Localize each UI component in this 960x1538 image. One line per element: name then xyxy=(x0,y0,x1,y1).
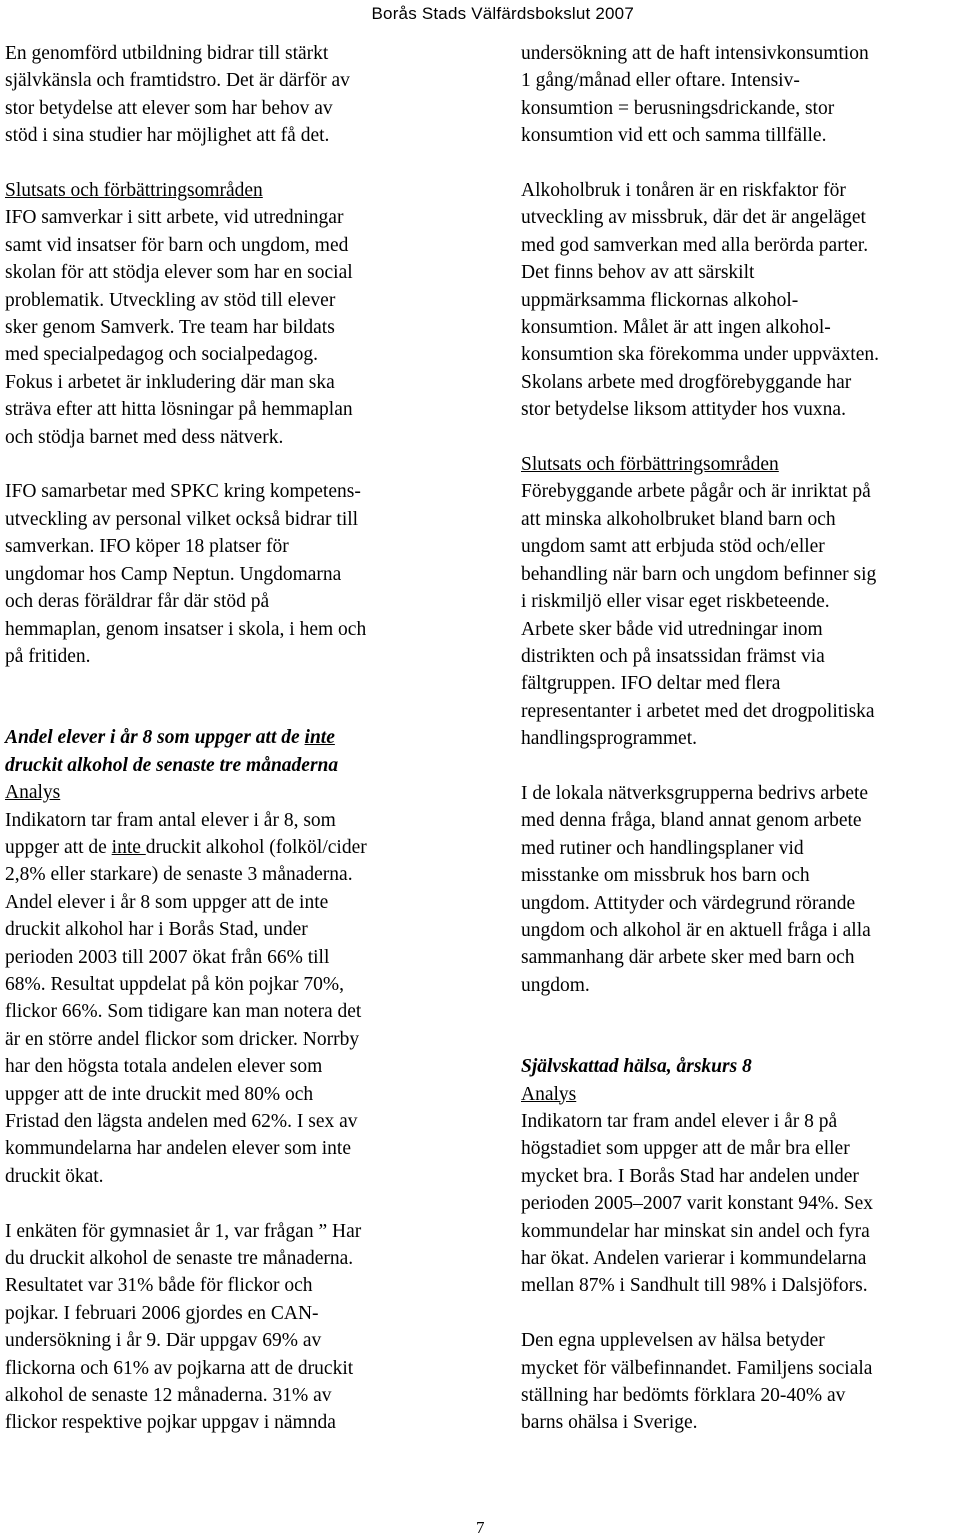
text-line: IFO samarbetar med SPKC kring kompetens- xyxy=(5,481,361,503)
text-line-mixed xyxy=(5,834,475,861)
network-groups-paragraph xyxy=(521,780,960,999)
text-line: druckit alkohol har i Borås Stad, under xyxy=(5,919,308,941)
text-line: misstanke om missbruk hos barn och xyxy=(521,865,810,887)
text-line: I enkäten för gymnasiet år 1, var frågan ” Har xyxy=(5,1220,362,1242)
text-line: representanter i arbetet med det drogpolitiska xyxy=(521,700,875,722)
text-line: Indikatorn tar fram antal elever i år 8, som xyxy=(5,809,336,831)
health-experience-paragraph xyxy=(521,1327,960,1437)
text-line: Andel elever i år 8 som uppger att de inte xyxy=(5,891,329,913)
analys-heading: Analys xyxy=(5,782,61,804)
text-line: undersökning att de haft intensivkonsumtion xyxy=(521,43,869,64)
text-line: flickorna och 61% av pojkarna att de druckit xyxy=(5,1357,354,1379)
text-line: Förebyggande arbete pågår och är inriktat på xyxy=(521,481,871,503)
analys-heading: Analys xyxy=(521,1083,577,1105)
text-line: behandling när barn och ungdom befinner sig xyxy=(521,563,877,585)
text-line: och stödja barnet med dess nätverk. xyxy=(5,426,284,448)
text-line: flickor respektive pojkar uppgav i nämnda xyxy=(5,1412,336,1434)
text-line: perioden 2005–2007 varit konstant 94%. Sex xyxy=(521,1193,874,1215)
text-line: ungdom och alkohol är en aktuell fråga i alla xyxy=(521,919,871,941)
section-heading-conclusions: Slutsats och förbättringsområden xyxy=(521,454,779,476)
text-line: distrikten och på insatssidan främst via xyxy=(521,645,825,667)
text-line: har den högsta totala andelen elever som xyxy=(5,1056,323,1078)
text-line: Den egna upplevelsen av hälsa betyder xyxy=(521,1330,825,1352)
text-line: ungdomar hos Camp Neptun. Ungdomarna xyxy=(5,563,342,585)
intro-paragraph xyxy=(5,40,475,150)
text-line: fältgruppen. IFO deltar med flera xyxy=(521,673,781,695)
indicator-title-line2: druckit alkohol de senaste tre månaderna xyxy=(5,754,339,776)
text-line: alkohol de senaste 12 månaderna. 31% av xyxy=(5,1385,332,1407)
text-line: Det finns behov av att särskilt xyxy=(521,262,755,284)
text-line: pojkar. I februari 2006 gjordes en CAN- xyxy=(5,1302,319,1324)
conclusion-paragraph-left xyxy=(5,177,475,451)
text-line: kommundelarna har andelen elever som inte xyxy=(5,1138,351,1160)
text-line: skolan för att stödja elever som har en social xyxy=(5,262,353,284)
text-line: högstadiet som uppger att de mår bra eller xyxy=(521,1138,850,1160)
text-line: ungdom. Attityder och värdegrund rörande xyxy=(521,892,856,914)
text-line: mycket bra. I Borås Stad har andelen under xyxy=(521,1165,859,1187)
page-header xyxy=(0,4,960,24)
text-line: 2,8% eller starkare) de senaste 3 månaderna. xyxy=(5,864,353,886)
text-fragment: druckit alkohol (folköl/cider xyxy=(145,836,367,858)
text-line: konsumtion = berusningsdrickande, stor xyxy=(521,97,835,119)
text-line: du druckit alkohol de senaste tre månaderna. xyxy=(5,1248,354,1270)
text-line: stor betydelse att elever som har behov av xyxy=(5,97,333,119)
text-line: utveckling av personal vilket också bidrar till xyxy=(5,508,359,530)
text-line: på fritiden. xyxy=(5,645,91,667)
text-line: undersökning i år 9. Där uppgav 69% av xyxy=(5,1330,322,1352)
text-line: ungdom samt att erbjuda stöd och/eller xyxy=(521,536,825,558)
text-line: 1 gång/månad eller oftare. Intensiv- xyxy=(521,70,800,92)
text-line: uppmärksamma flickornas alkohol- xyxy=(521,289,799,311)
indicator-title xyxy=(5,724,475,751)
text-line: sträva efter att hitta lösningar på hemmaplan xyxy=(5,399,353,421)
indicator-section xyxy=(5,724,475,1190)
text-line: Alkoholbruk i tonåren är en riskfaktor för xyxy=(521,180,846,202)
health-section xyxy=(521,1053,960,1300)
text-line: med specialpedagog och socialpedagog. xyxy=(5,344,318,366)
text-line: En genomförd utbildning bidrar till stärkt xyxy=(5,43,329,64)
text-fragment: uppger att de xyxy=(5,836,112,858)
text-line: Resultatet var 31% både för flickor och xyxy=(5,1275,313,1297)
text-line: samverkan. IFO köper 18 platser för xyxy=(5,536,289,558)
text-line: uppger att de inte druckit med 80% och xyxy=(5,1083,314,1105)
text-line: konsumtion ska förekomma under uppväxten. xyxy=(521,344,879,366)
intensive-consumption-paragraph xyxy=(521,40,960,150)
spkc-paragraph xyxy=(5,478,475,670)
right-column xyxy=(521,40,960,1437)
text-line: med god samverkan med alla berörda parter. xyxy=(521,234,869,256)
text-line: mellan 87% i Sandhult till 98% i Dalsjöfors. xyxy=(521,1275,868,1297)
section-heading-conclusions: Slutsats och förbättringsområden xyxy=(5,180,263,202)
text-line: har ökat. Andelen varierar i kommundelarna xyxy=(521,1248,867,1270)
text-line: flickor 66%. Som tidigare kan man notera det xyxy=(5,1001,362,1023)
text-emphasis: inte xyxy=(111,836,146,858)
text-line: ungdom. xyxy=(521,974,590,996)
text-line: med rutiner och handlingsplaner vid xyxy=(521,837,804,859)
text-line: Arbete sker både vid utredningar inom xyxy=(521,618,823,640)
indicator-title-emphasis: inte xyxy=(304,727,335,749)
page-number: 7 xyxy=(476,1518,485,1537)
survey-paragraph xyxy=(5,1218,475,1437)
risk-factor-paragraph xyxy=(521,177,960,424)
text-line: i riskmiljö eller visar eget riskbeteende. xyxy=(521,591,830,613)
text-line: och deras föräldrar får där stöd på xyxy=(5,591,270,613)
text-line: utveckling av missbruk, där det är angeläget xyxy=(521,207,866,229)
text-line: Fristad den lägsta andelen med 62%. I sex av xyxy=(5,1111,358,1132)
text-line: IFO samverkar i sitt arbete, vid utredningar xyxy=(5,207,344,229)
text-line: 68%. Resultat uppdelat på kön pojkar 70%, xyxy=(5,973,345,995)
text-line: handlingsprogrammet. xyxy=(521,728,698,750)
text-line: kommundelar har minskat sin andel och fyra xyxy=(521,1220,870,1242)
health-indicator-title: Självskattad hälsa, årskurs 8 xyxy=(521,1056,752,1078)
text-line: problematik. Utveckling av stöd till elever xyxy=(5,289,336,311)
text-line: är en större andel flickor som dricker. Norrby xyxy=(5,1028,360,1050)
text-line: druckit ökat. xyxy=(5,1165,104,1187)
text-line: perioden 2003 till 2007 ökat från 66% till xyxy=(5,946,330,968)
text-line: konsumtion. Målet är att ingen alkohol- xyxy=(521,317,831,339)
document-title: Borås Stads Välfärdsbokslut 2007 xyxy=(371,4,634,23)
text-line: sammanhang där arbete sker med barn och xyxy=(521,947,855,969)
indicator-title-text: Andel elever i år 8 som uppger att de xyxy=(5,727,305,749)
text-line: Indikatorn tar fram andel elever i år 8 på xyxy=(521,1110,838,1132)
text-line: stor betydelse liksom attityder hos vuxna. xyxy=(521,399,846,421)
text-line: I de lokala nätverksgrupperna bedrivs arbete xyxy=(521,782,869,804)
text-line: konsumtion vid ett och samma tillfälle. xyxy=(521,125,827,147)
text-line: barns ohälsa i Sverige. xyxy=(521,1412,698,1434)
text-line: självkänsla och framtidstro. Det är därför av xyxy=(5,70,350,92)
text-line: hemmaplan, genom insatser i skola, i hem och xyxy=(5,618,367,640)
text-line: Skolans arbete med drogförebyggande har xyxy=(521,371,852,393)
conclusion-paragraph-right xyxy=(521,451,960,752)
text-line: ställning har bedömts förklara 20-40% av xyxy=(521,1385,846,1407)
text-line: Fokus i arbetet är inkludering där man ska xyxy=(5,371,335,393)
text-line: mycket för välbefinnandet. Familjens sociala xyxy=(521,1357,873,1379)
text-line: att minska alkoholbruket bland barn och xyxy=(521,508,836,530)
text-line: sker genom Samverk. Tre team har bildats xyxy=(5,317,335,339)
text-line: med denna fråga, bland annat genom arbete xyxy=(521,810,862,832)
left-column xyxy=(5,40,475,1437)
text-line: samt vid insatser för barn och ungdom, med xyxy=(5,234,349,256)
text-line: stöd i sina studier har möjlighet att få det. xyxy=(5,125,330,147)
